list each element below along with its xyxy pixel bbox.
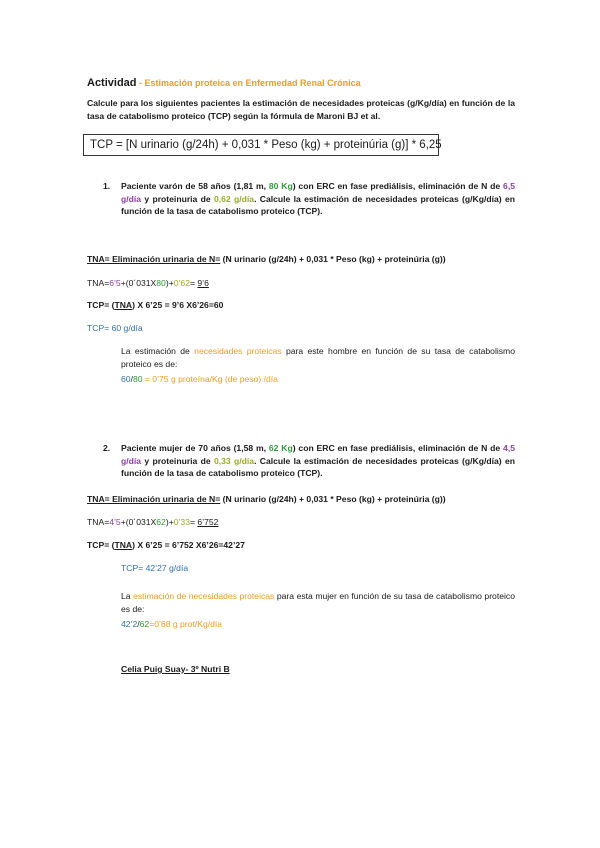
calc-text: +(0´031X	[120, 278, 157, 288]
page-header	[87, 73, 361, 91]
case1-number: 1.	[103, 181, 111, 191]
conclusion-text: La estimación de	[121, 346, 195, 356]
activity-subtitle: Estimación proteica en Enfermedad Renal Crónica	[144, 78, 361, 88]
case2-answer	[121, 618, 222, 631]
case2-tna-definition	[87, 493, 446, 506]
case2-tcp-result: TCP= 42’27 g/día	[121, 563, 189, 573]
answer-slash: /	[137, 619, 140, 629]
answer-denominator: 62	[139, 619, 150, 629]
conclusion-text: para esta mujer en función de su tasa de catabolismo proteico es de:	[121, 591, 515, 614]
calc-text: )+	[165, 278, 174, 288]
case2-question	[121, 442, 515, 480]
case1-tcp-calc	[87, 299, 223, 312]
case1-tna-calc	[87, 277, 209, 290]
answer-slash: /	[130, 374, 133, 384]
calc-proteinuria: 0’62	[173, 278, 190, 288]
title-separator: -	[136, 78, 145, 88]
case1-proteinuria: 0,62 g/día	[213, 193, 255, 204]
activity-label: Actividad	[87, 77, 137, 89]
tna-definition-formula: (N urinario (g/24h) + 0,031 * Peso (kg) + proteinúria (g))	[220, 254, 446, 264]
case2-question-text: Paciente mujer de 70 años (1,58 m,	[121, 443, 269, 453]
case1-question-text: ) con ERC en fase prediálisis, eliminación de N de	[292, 181, 504, 191]
case1-question	[121, 180, 515, 218]
case2-question-text: . Calcule la estimación de necesidades proteicas (g/Kg/día) en función de la tasa de catabolismo proteico (TCP).	[121, 455, 515, 479]
calc-nitrogen: 4’5	[109, 517, 121, 527]
formula-text: TCP = [N urinario (g/24h) + 0,031 * Peso (kg) + proteinúria (g)] * 6,25	[90, 139, 442, 151]
tcp-text: ) X 6’25 = 9’6 X6’26=60	[132, 300, 224, 310]
case1-question-text: y proteinuria de	[141, 193, 214, 204]
calc-label: TNA=	[87, 278, 110, 288]
author-signature: Celia Puig Suay- 3º Nutri B	[121, 664, 230, 674]
calc-nitrogen: 6’5	[109, 278, 121, 288]
case2-tcp-calc	[87, 539, 245, 552]
tcp-text: ) X 6’25 = 6’752 X6’26=42’27	[132, 540, 245, 550]
calc-weight: 80	[156, 278, 166, 288]
case2-nitrogen: 4,5 g/día	[121, 443, 515, 466]
answer-value: = 0’75 g proteína/Kg (de peso) /día	[142, 374, 278, 384]
case2-question-text: y proteinuria de	[141, 455, 214, 466]
case2-weight: 62 Kg	[268, 443, 293, 453]
case1-weight: 80 Kg	[268, 181, 293, 191]
tcp-text: TCP= (	[87, 540, 115, 550]
case1-conclusion	[121, 345, 515, 370]
tcp-tna: TNA	[114, 540, 133, 550]
answer-numerator: 42’2	[121, 619, 138, 629]
conclusion-text: para este hombre en función de su tasa de catabolismo proteico es de:	[121, 346, 515, 369]
calc-proteinuria: 0’33	[173, 517, 190, 527]
case1-nitrogen: 6,5 g/día	[121, 181, 515, 204]
calc-text: =	[189, 278, 198, 288]
intro-paragraph: Calcule para los siguientes pacientes la estimación de necesidades proteicas (g/Kg/día) en función de la tasa de catabolismo proteico (TCP) según la fórmula de Maroni BJ et al.	[87, 98, 515, 121]
conclusion-highlight: estimación de necesidades proteicas	[133, 591, 275, 601]
answer-numerator: 60	[121, 374, 131, 384]
case2-number: 2.	[103, 443, 111, 453]
case1-tna-definition	[87, 253, 446, 266]
calc-weight: 62	[156, 517, 166, 527]
case1-question-text: Paciente varón de 58 años (1,81 m,	[121, 181, 269, 191]
tna-definition-formula: (N urinario (g/24h) + 0,031 * Peso (kg) + proteinúria (g))	[220, 494, 446, 504]
conclusion-highlight: necesidades proteicas	[194, 346, 282, 356]
calc-text: =	[189, 517, 198, 527]
answer-denominator: 80	[132, 374, 143, 384]
case2-question-text: ) con ERC en fase prediálisis, eliminación de N de	[292, 443, 504, 453]
case2-conclusion	[121, 590, 515, 615]
calc-result: 6’752	[197, 517, 219, 527]
tcp-tna: TNA	[114, 300, 133, 310]
calc-text: +(0´031X	[120, 517, 157, 527]
answer-value: =0’68 g prot/Kg/día	[149, 619, 223, 629]
conclusion-text: La	[121, 591, 134, 601]
case1-tcp-result: TCP= 60 g/día	[87, 323, 143, 333]
case2-tna-calc	[87, 516, 218, 529]
case1-answer	[121, 373, 278, 386]
case2-proteinuria: 0,33 g/día	[213, 455, 255, 466]
tcp-text: TCP= (	[87, 300, 115, 310]
tna-definition-label: TNA= Eliminación urinaria de N=	[87, 494, 221, 504]
calc-result: 9’6	[197, 278, 209, 288]
formula-box	[83, 134, 442, 156]
calc-label: TNA=	[87, 517, 110, 527]
case1-question-text: . Calcule la estimación de necesidades proteicas (g/Kg/día) en función de la tasa de catabolismo proteico (TCP).	[121, 193, 515, 217]
calc-text: )+	[165, 517, 174, 527]
tna-definition-label: TNA= Eliminación urinaria de N=	[87, 254, 221, 264]
